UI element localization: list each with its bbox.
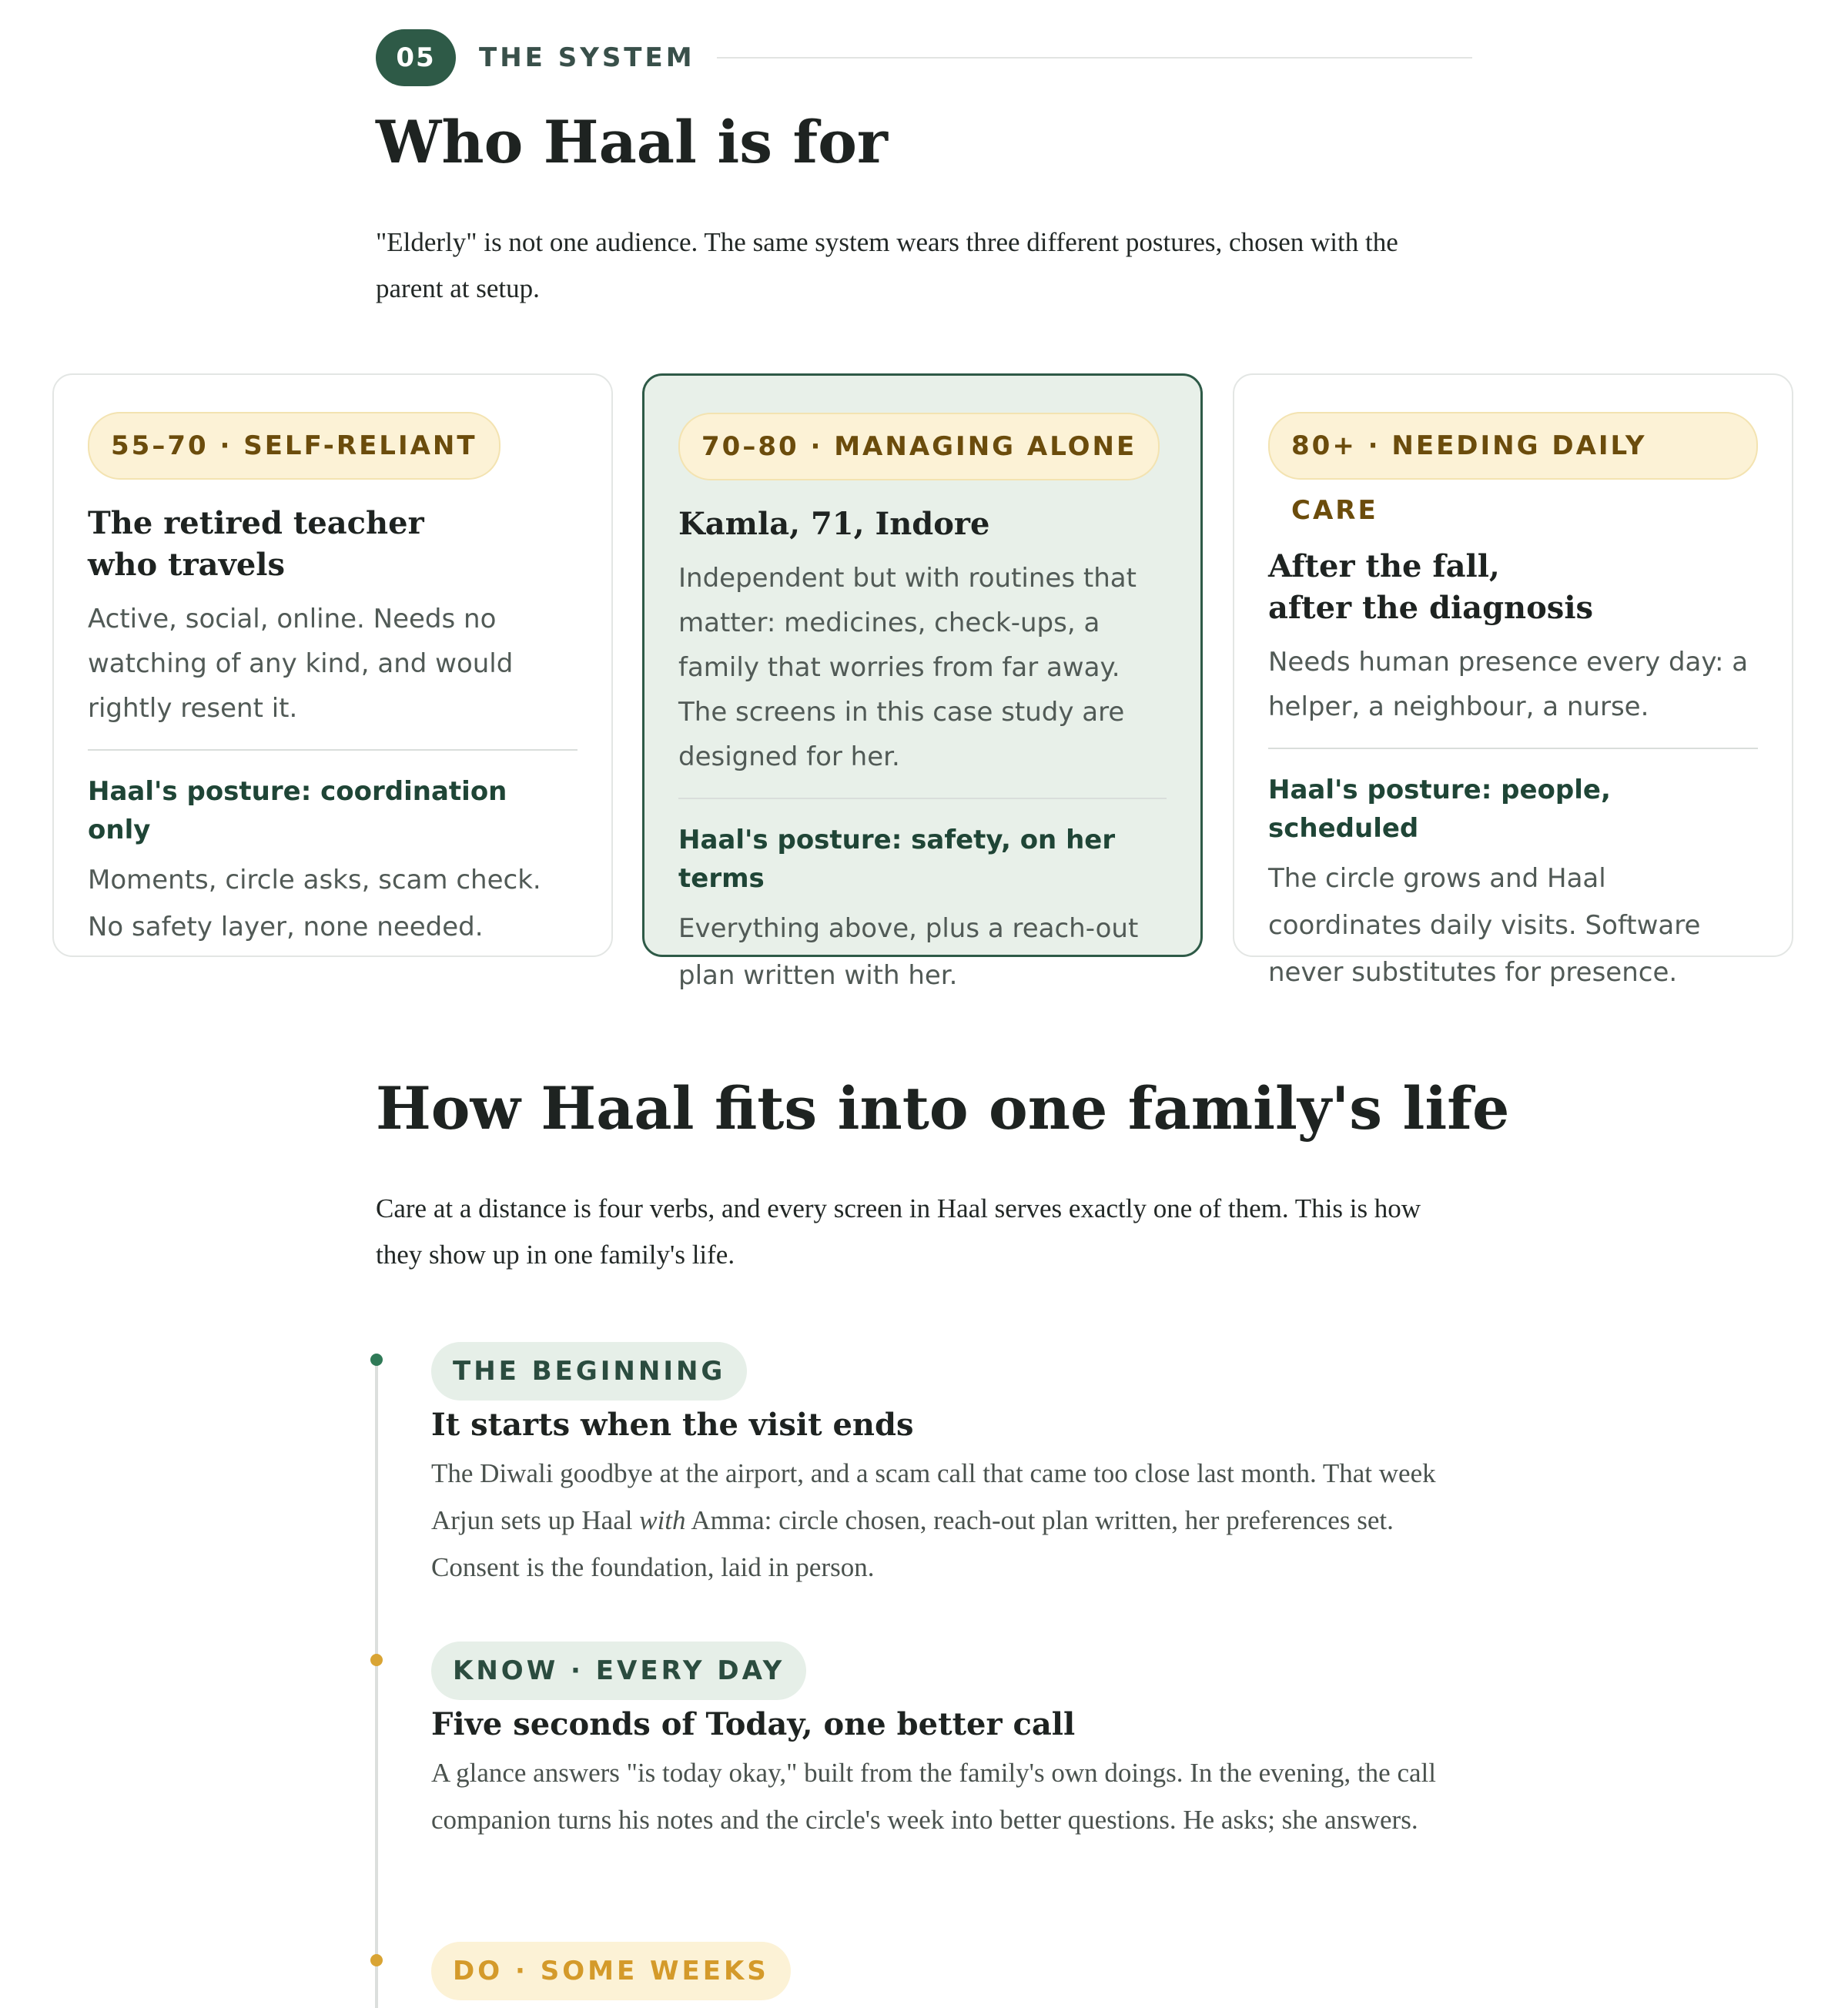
timeline-text-part: Amma: circle chosen, reach-out plan written, her preferences set. Consent is the foundation, laid in person. (431, 1505, 1394, 1582)
age-pill: 55–70 · SELF-RELIANT (88, 412, 500, 480)
timeline-dot (370, 1354, 383, 1366)
timeline-dot (370, 1954, 383, 1966)
card-divider (1268, 748, 1758, 749)
timeline-item-beginning (431, 1342, 1509, 1591)
how-lead: Care at a distance is four verbs, and every screen in Haal serves exactly one of them. This is how they show up in one family's life. (376, 1193, 1421, 1270)
timeline-line (375, 1361, 378, 2008)
posture-heading: Haal's posture: coordination only (88, 776, 507, 845)
timeline-text (431, 1450, 1440, 1591)
section-header (376, 29, 1472, 86)
timeline-item-do (431, 1942, 1509, 2000)
posture-heading: Haal's posture: people, scheduled (1268, 775, 1611, 844)
timeline-item-know (431, 1642, 1509, 1843)
who-lead: "Elderly" is not one audience. The same system wears three different postures, chosen with the parent at setup. (376, 227, 1398, 303)
persona-title-line: after the diagnosis (1268, 590, 1594, 626)
persona-title-line: who travels (88, 547, 285, 583)
section-rule (717, 57, 1472, 59)
persona-description: Needs human presence every day: a helper, a neighbour, a nurse. (1268, 647, 1749, 722)
timeline-dot (370, 1654, 383, 1666)
how-heading: How Haal fits into one family's life (376, 1074, 1510, 1143)
persona-card-managing-alone (642, 373, 1203, 991)
timeline-text-emphasis: with (639, 1505, 686, 1535)
age-pill: 80+ · NEEDING DAILY CARE (1268, 412, 1758, 480)
age-pill: 70–80 · MANAGING ALONE (678, 413, 1160, 480)
timeline-pill: THE BEGINNING (431, 1342, 747, 1401)
who-heading: Who Haal is for (376, 108, 888, 176)
persona-title-line: Kamla, 71, Indore (678, 506, 990, 542)
persona-card-self-reliant (52, 373, 613, 957)
posture-description: Moments, circle asks, scam check. No safety layer, none needed. (88, 865, 541, 942)
section-number-badge: 05 (376, 29, 456, 86)
persona-title (678, 504, 1167, 545)
persona-description: Independent but with routines that matter: medicines, check-ups, a family that worries from far away. The screens in this case study are designed for her. (678, 563, 1137, 772)
persona-title (88, 503, 578, 586)
persona-title (1268, 546, 1758, 629)
posture-heading: Haal's posture: safety, on her terms (678, 825, 1116, 894)
persona-description: Active, social, online. Needs no watching of any kind, and would rightly resent it. (88, 604, 514, 724)
card-divider (678, 798, 1167, 799)
section-kicker: THE SYSTEM (479, 42, 695, 73)
timeline-text: A glance answers "is today okay," built from the family's own doings. In the evening, the call companion turns his notes and the circle's week into better questions. He asks; she answers. (431, 1758, 1436, 1835)
timeline-title: Five seconds of Today, one better call (431, 1706, 1076, 1742)
persona-card-daily-care (1233, 373, 1793, 988)
timeline-title: It starts when the visit ends (431, 1407, 914, 1443)
posture-description: Everything above, plus a reach-out plan written with her. (678, 913, 1139, 991)
posture-description: The circle grows and Haal coordinates daily visits. Software never substitutes for presence. (1268, 863, 1701, 988)
persona-title-line: The retired teacher (88, 505, 424, 541)
timeline-text-part: The Diwali goodbye at the airport, and a scam call that came too close last month. That week Arjun sets up Haal (431, 1458, 1436, 1535)
card-divider (88, 749, 578, 751)
persona-title-line: After the fall, (1268, 548, 1500, 584)
timeline-pill: KNOW · EVERY DAY (431, 1642, 806, 1700)
timeline-pill: DO · SOME WEEKS (431, 1942, 791, 2000)
